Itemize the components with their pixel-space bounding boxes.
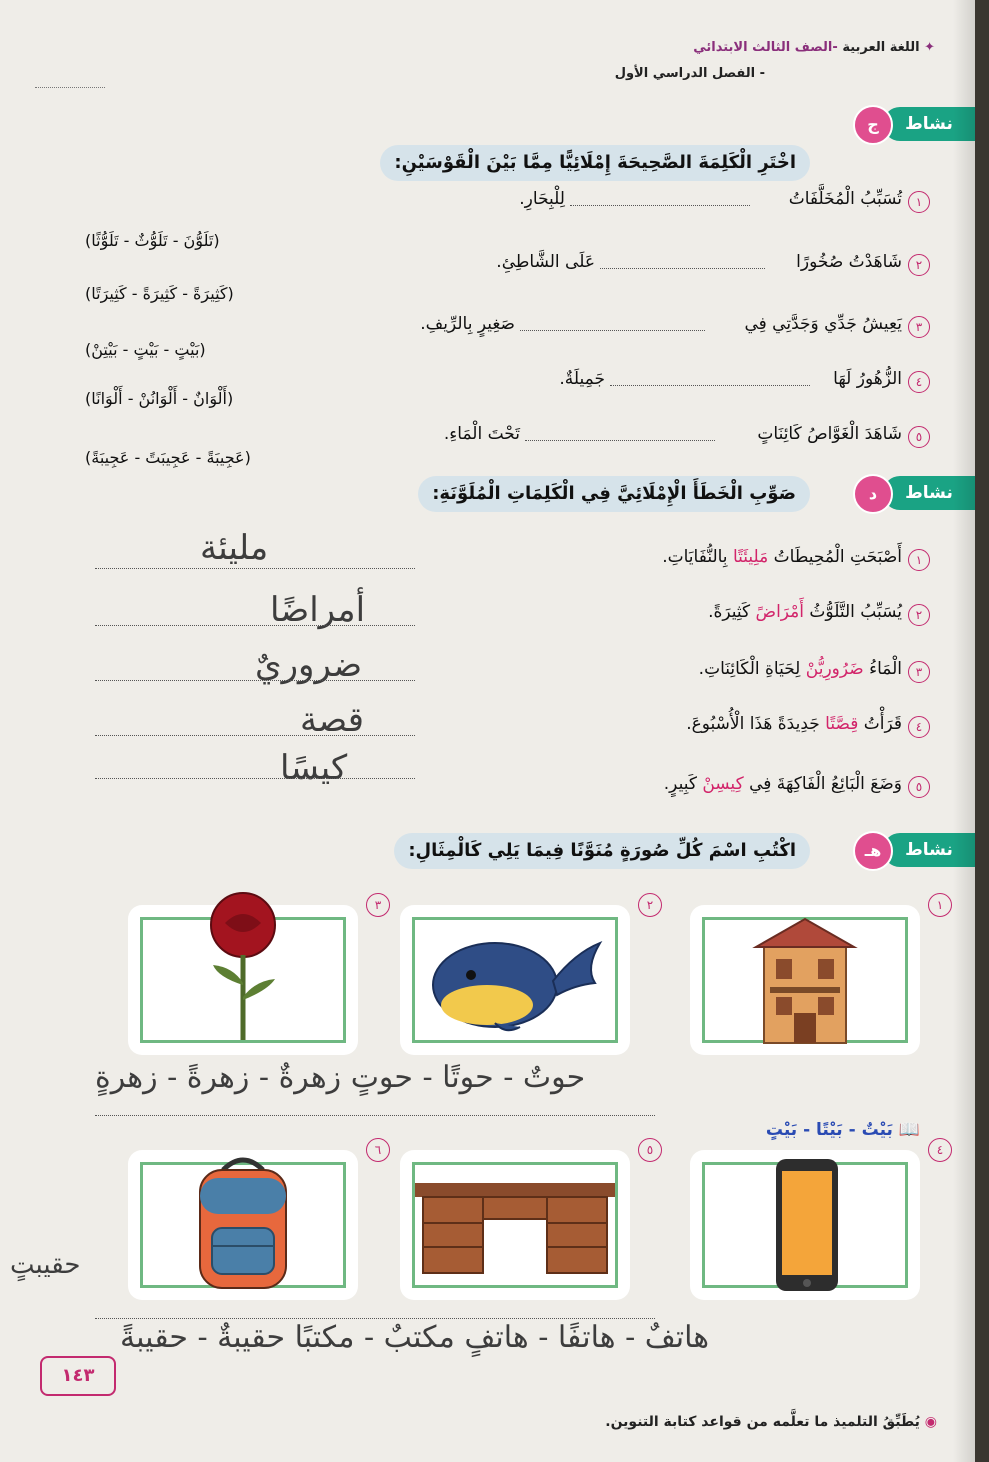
item-options: (عَجِيبَةً - عَجِيبَتً - عَجِيبَةً) [85,448,251,467]
c-item-2 [40,248,930,303]
picture-number: ٥ [638,1138,662,1162]
badge-label: نشاط [905,840,953,860]
item-number: ٢ [908,604,930,626]
badge-letter: د [853,474,893,514]
item-text-end: عَلَى الشَّاطِئِ. [496,252,595,272]
picture-frame-3 [128,898,382,1055]
picture-frame-5 [400,1143,654,1300]
item-text-end: تَحْتَ الْمَاءِ. [443,424,520,444]
picture-number: ٦ [366,1138,390,1162]
whale-icon [425,923,605,1038]
item-number: ٢ [908,254,930,276]
picture-number: ٣ [366,893,390,917]
item-text-end: صَغِيرٍ بِالرِّيفِ. [420,314,515,334]
d-item-1 [40,543,930,579]
desk-icon [415,1175,615,1275]
handwritten-answers-row2: هاتفٌ - هاتفًا - هاتفٍ مكتبٌ - مكتبًا حقيبةٌ - حقيبةً [120,1320,710,1355]
header-term: - الفصل الدراسي الأول [614,66,765,81]
sentence-end: بِالنُّفَايَاتِ. [662,547,728,567]
header-grade: -الصف الثالث الابتدائي [693,40,838,55]
handwritten-answers-row1: حوتٌ - حوتًا - حوتٍ زهرةٌ - زهرةً - زهرةٍ [95,1060,586,1095]
sentence-end: كَبِيرٍ. [663,774,697,794]
item-number: ٤ [908,716,930,738]
answer-blank[interactable] [600,268,765,269]
item-number: ٣ [908,316,930,338]
d-item-3 [40,655,930,691]
item-options: (كَثِيرَةً - كَثِيرَةً - كَثِيرَتًا) [85,284,234,303]
item-text-start: شَاهَدَ الْغَوَّاصُ كَائِنَاتٍ [757,424,902,444]
target-icon: ◉ [924,1414,937,1430]
item-options: (أَلْوَانٌ - أَلْوَانُنْ - أَلْوَانًا) [85,389,234,408]
c-item-5 [40,420,930,467]
picture-frame-6 [128,1143,382,1300]
item-text-end: جَمِيلَةٌ. [559,369,605,389]
answer-line[interactable] [95,625,415,626]
activity-e-badge [864,833,975,867]
header-subject: اللغة العربية [842,40,920,55]
example-answer [766,1120,920,1140]
item-number: ٤ [908,371,930,393]
picture-number: ٤ [928,1138,952,1162]
item-number: ٥ [908,426,930,448]
header-title [614,40,935,81]
picture-frame-1 [690,898,944,1055]
activity-e-instruction: اكْتُبِ اسْمَ كُلِّ صُورَةٍ مُنَوَّنًا فِيمَا يَلِي كَالْمِثَالِ: [394,833,810,869]
c-item-3 [40,310,930,359]
sentence-end: كَثِيرَةً. [708,602,751,622]
answer-line[interactable] [95,1318,655,1319]
item-options: (بَيْتٍ - بَيْتٍ - بَيْتِنْ) [85,340,206,359]
picture-number: ٢ [638,893,662,917]
sentence-start: أَصْبَحَتِ الْمُحِيطَاتُ [773,547,902,567]
page-header [35,40,935,90]
sentence-start: وَضَعَ الْبَائِعُ الْفَاكِهَةَ فِي [749,774,902,794]
activity-c-instruction: اخْتَرِ الْكَلِمَةَ الصَّحِيحَةَ إِمْلَائِيًّا مِمَّا بَيْنَ الْقَوْسَيْنِ: [380,145,810,181]
handwritten-answer: كيسًا [280,748,348,788]
answer-line[interactable] [95,1115,655,1116]
d-item-4 [40,710,930,746]
sentence-end: لِحَيَاةِ الْكَائِنَاتِ. [698,659,801,679]
badge-letter: هـ [853,831,893,871]
answer-blank[interactable] [610,385,810,386]
badge-letter: ج [853,105,893,145]
answer-line[interactable] [95,735,415,736]
item-options: (تَلَوُّنَ - تَلَوُّثٌ - تَلَوُّثًا) [85,231,220,250]
picture-number: ١ [928,893,952,917]
answer-blank[interactable] [520,330,705,331]
backpack-icon [188,1150,298,1295]
answer-blank[interactable] [525,440,715,441]
item-number: ١ [908,191,930,213]
sentence-start: يُسَبِّبُ التَّلَوُّثُ [809,602,902,622]
d-item-2 [40,598,930,634]
page-number: ١٤٣ [40,1356,116,1396]
activity-c-badge [867,107,975,141]
answer-line[interactable] [95,778,415,779]
handwritten-answer: ضروريٌ [255,645,363,685]
logo-icon: ✦ [924,40,935,55]
picture-frame-4 [690,1143,944,1300]
badge-label: نشاط [905,483,953,503]
footer-note [605,1414,937,1430]
activity-d-badge [868,476,975,510]
item-text-start: الزُّهُورُ لَهَا [833,369,902,389]
c-item-1 [40,185,930,250]
sentence-start: قَرَأْتُ [863,714,902,734]
example-text: بَيْتٌ - بَيْتًا - بَيْتٍ [765,1120,893,1140]
rose-icon [183,885,303,1045]
handwritten-answer: مليئة [200,528,269,568]
d-item-5 [40,770,930,806]
c-item-4 [40,365,930,408]
handwritten-answer: أمراضًا [270,590,366,630]
misspelled-word: أَمْرَاضً [755,602,805,622]
item-text-start: تُسَبِّبُ الْمُخَلَّفَاتُ [788,189,902,209]
item-text-start: يَعِيشُ جَدِّي وَجَدَّتِي فِي [744,314,902,334]
item-number: ١ [908,549,930,571]
item-text-end: لِلْبِحَارِ. [519,189,565,209]
answer-line[interactable] [95,680,415,681]
answer-line[interactable] [95,568,415,569]
handwritten-answer: قصة [300,700,364,740]
house-icon [750,913,860,1048]
header-divider [35,87,105,88]
activity-d-instruction: صَوِّبِ الْخَطَأَ الْإِمْلَائِيَّ فِي الْكَلِمَاتِ الْمُلَوَّنَةِ: [418,476,810,512]
sentence-start: الْمَاءُ [869,659,902,679]
misspelled-word: كِيسِنْ [702,774,744,794]
handwritten-note: حقيبتٍ [10,1250,81,1280]
book-icon: 📖 [898,1120,920,1140]
misspelled-word: ضَرُورِيُّنْ [805,659,864,679]
sentence-end: جَدِيدَةً هَذَا الْأُسْبُوعَ. [686,714,820,734]
misspelled-word: قِصَّتًا [825,714,859,734]
footer-text: يُطَبِّقُ التلميذ ما تعلَّمه من قواعد كتابة التنوين. [605,1414,920,1430]
picture-frame-2 [400,898,654,1055]
item-number: ٣ [908,661,930,683]
badge-label: نشاط [905,114,953,134]
misspelled-word: مَلِيئَتًا [732,547,769,567]
answer-blank[interactable] [570,205,750,206]
item-text-start: شَاهَدْتُ صُخُورًا [796,252,902,272]
phone-icon [772,1155,842,1295]
item-number: ٥ [908,776,930,798]
